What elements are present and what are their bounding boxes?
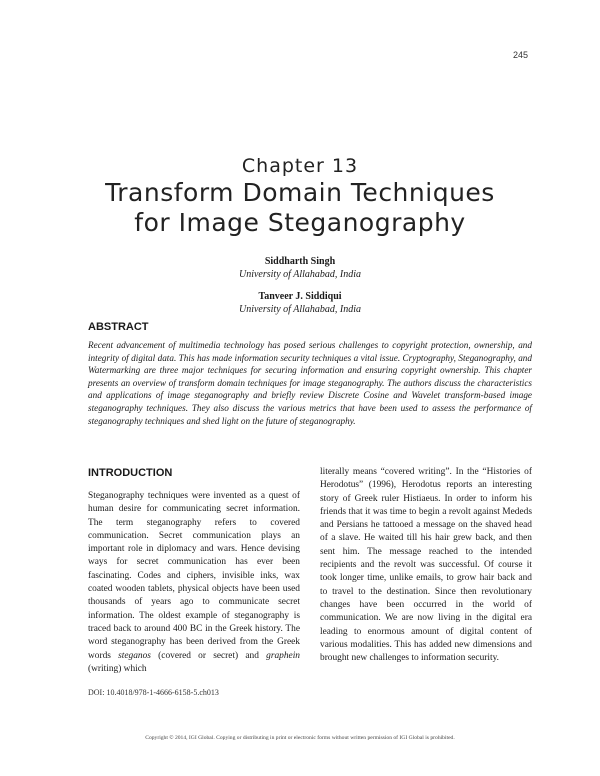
introduction-column-right: literally means “covered writing”. In the “Histories of Herodotus” (1996), Herodotus reports an interesting story of Greek ruler Histiaeus. In order to inform his friends that it was time to begin a revolt against Mededs and Persians he tattooed a message on the shaved head of a slave. He waited till his hair grew back, and then sent him. The message reached to the intended recipients and the revolt was successful. Of course it took longer time, unlike emails, to grow hair back and to travel to the destination. Since then revolutionary changes have been occurred in the world of communication. We are now living in the digital era leading to enormous amount of digital content of various modalities. This has added new dimensions and brought new challenges to information security. xyxy=(320,467,532,664)
introduction-column-left xyxy=(88,490,300,676)
doi: DOI: 10.4018/978-1-4666-6158-5.ch013 xyxy=(88,688,219,697)
page-number: 245 xyxy=(512,50,528,60)
copyright-notice: Copyright © 2014, IGI Global. Copying or distributing in print or electronic forms without written permission of IGI Global is prohibited. xyxy=(145,735,455,741)
greek-word-steganos: steganos xyxy=(118,650,151,661)
author-block-1 xyxy=(0,255,600,281)
title-line-2: for Image Steganography xyxy=(134,208,466,237)
chapter-title xyxy=(0,178,600,238)
intro-text: (writing) which xyxy=(88,663,147,674)
abstract-text: Recent advancement of multimedia technology has posed serious challenges to copyright protection, ownership, and integrity of digital data. This has made information security techniques a vital issue. Cryptography, Steganography, and Watermarking are three major techniques for securing information and ensuring copyright ownership. This chapter presents an overview of transform domain techniques for image steganography. The authors discuss the characteristics and applications of image steganography and briefly review Discrete Cosine and Wavelet transform-based image steganography techniques. They also discuss the various metrics that have been used to assess the performance of steganography techniques and shed light on the future of steganography. xyxy=(88,340,532,426)
chapter-label: Chapter 13 xyxy=(241,155,359,177)
intro-text: (covered or secret) and xyxy=(150,650,267,661)
author-affiliation: University of Allahabad, India xyxy=(238,269,362,280)
introduction-heading: INTRODUCTION xyxy=(88,467,173,479)
author-affiliation: University of Allahabad, India xyxy=(238,304,362,315)
abstract-heading: ABSTRACT xyxy=(88,321,149,333)
author-name: Tanveer J. Siddiqui xyxy=(258,291,342,302)
greek-word-graphein: graphein xyxy=(266,650,300,661)
intro-text: Steganography techniques were invented as a quest of human desire for communicating secret information. The term steganography refers to covered communication. Secret communication plays an important role in diplomacy and wars. Hence devising ways for secret communication has ever been fascinating. Codes and ciphers, invisible inks, wax coated wooden tablets, physical objects have been used thousands of years ago to communicate secret information. The oldest example of steganography is traced back to around 400 BC in the Greek history. The word steganography has been derived from the Greek words xyxy=(88,491,300,661)
author-name: Siddharth Singh xyxy=(264,256,336,267)
author-block-2 xyxy=(0,290,600,316)
title-line-1: Transform Domain Techniques xyxy=(105,178,495,207)
